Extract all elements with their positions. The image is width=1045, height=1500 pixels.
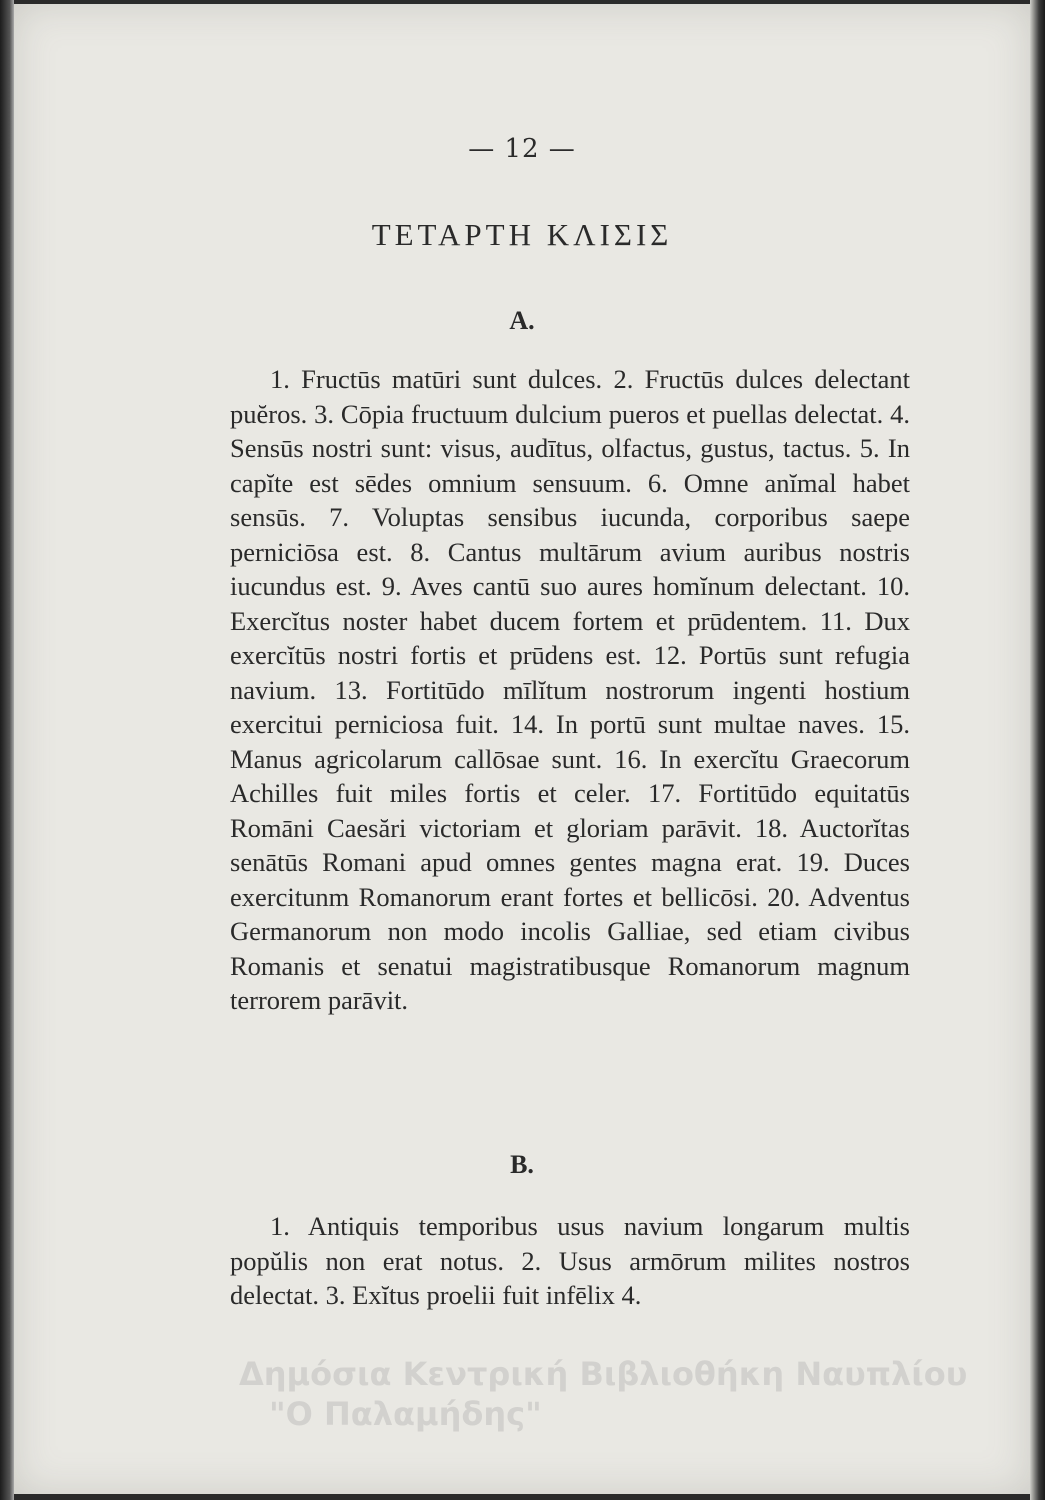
page-number: — 12 — xyxy=(468,134,576,164)
section-b-label: B. xyxy=(510,1150,534,1179)
library-watermark xyxy=(239,1354,1030,1434)
chapter-heading: ΤΕΤΑΡΤΗ ΚΛΙΣΙΣ xyxy=(371,217,673,252)
watermark-line-1: Δημόσια Κεντρική Βιβλιοθήκη Ναυπλίου xyxy=(239,1355,968,1393)
section-a-text: 1. Fructūs matūri sunt dulces. 2. Fructūs dulces delectant puĕros. 3. Cōpia fructuum dulcium pueros et puellas delectat. 4. Sensūs nostri sunt: visus, audītus, olfactus, gustus, tactus. 5. In capĭte est sēdes omnium sensuum. 6. Omne anĭmal habet sensūs. 7. Voluptas sensibus iucunda, corporibus saepe perniciōsa est. 8. Cantus multārum avium auribus nostris iucundus est. 9. Aves cantū suo aures homĭnum delectant. 10. Exercĭtus noster habet ducem fortem et prūdentem. 11. Dux exercĭtūs nostri fortis et prūdens est. 12. Portūs sunt refugia navium. 13. Fortitūdo mīlĭtum nostrorum ingenti hostium exercitui perniciosa fuit. 14. In portū sunt multae naves. 15. Manus agricolarum callōsae sunt. 16. In exercĭtu Graecorum Achilles fuit miles fortis et celer. 17. Fortitūdo equitatūs Romāni Caesări victoriam et gloriam parāvit. 18. Auctorĭtas senātūs Romani apud omnes gentes magna erat. 19. Duces exercitunm Romanorum erant fortes et bellicōsi. 20. Adventus Germanorum non modo incolis Galliae, sed etiam civibus Romanis et senatui magistratibusque Romanorum magnum terrorem parāvit. xyxy=(230,364,910,1015)
section-a-label: A. xyxy=(509,306,535,335)
section-b-text: 1. Antiquis temporibus usus navium longarum multis popŭlis non erat notus. 2. Usus armōrum milites nostros delectat. 3. Exĭtus proelii fuit infēlix 4. xyxy=(230,1211,910,1310)
watermark-line-2: "Ο Παλαμήδης" xyxy=(269,1395,542,1433)
page-left-edge xyxy=(0,0,14,1500)
book-page xyxy=(14,4,1030,1494)
page-right-edge xyxy=(1030,0,1045,1500)
